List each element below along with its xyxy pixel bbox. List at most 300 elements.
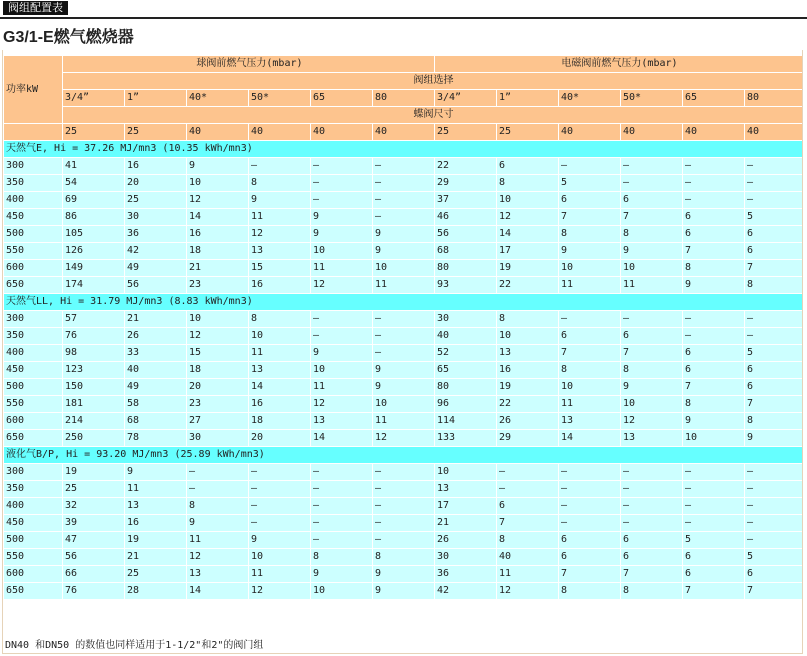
pressure-cell: — bbox=[249, 481, 310, 497]
pressure-cell: — bbox=[311, 158, 372, 174]
pressure-cell: — bbox=[745, 311, 802, 327]
pressure-cell: 126 bbox=[63, 243, 124, 259]
pressure-cell: 49 bbox=[125, 379, 186, 395]
valve-size-cell: 80 bbox=[373, 90, 434, 106]
pressure-cell: 6 bbox=[621, 549, 682, 565]
pressure-cell: — bbox=[559, 311, 620, 327]
pressure-cell: — bbox=[311, 532, 372, 548]
valve-size-row bbox=[4, 90, 802, 106]
pressure-cell: 9 bbox=[745, 430, 802, 446]
pressure-cell: 10 bbox=[621, 396, 682, 412]
pressure-cell: 6 bbox=[621, 532, 682, 548]
pressure-cell: — bbox=[745, 532, 802, 548]
power-cell: 400 bbox=[4, 192, 62, 208]
pressure-cell: 40 bbox=[497, 549, 558, 565]
pressure-cell: 8 bbox=[683, 396, 744, 412]
table-row bbox=[4, 345, 802, 361]
pressure-cell: — bbox=[373, 158, 434, 174]
pressure-cell: 40 bbox=[435, 328, 496, 344]
pressure-cell: 29 bbox=[435, 175, 496, 191]
butterfly-size-row bbox=[4, 124, 802, 140]
pressure-cell: 9 bbox=[373, 226, 434, 242]
pressure-cell: 32 bbox=[63, 498, 124, 514]
pressure-cell: 11 bbox=[125, 481, 186, 497]
power-cell: 450 bbox=[4, 362, 62, 378]
pressure-cell: 68 bbox=[125, 413, 186, 429]
power-cell: 300 bbox=[4, 158, 62, 174]
pressure-cell: 47 bbox=[63, 532, 124, 548]
table-row bbox=[4, 175, 802, 191]
valve-size-cell: 50* bbox=[621, 90, 682, 106]
pressure-cell: 66 bbox=[63, 566, 124, 582]
power-cell: 600 bbox=[4, 413, 62, 429]
pressure-cell: 17 bbox=[497, 243, 558, 259]
pressure-cell: — bbox=[745, 464, 802, 480]
pressure-cell: 6 bbox=[559, 532, 620, 548]
pressure-cell: — bbox=[621, 311, 682, 327]
pressure-cell: — bbox=[745, 192, 802, 208]
pressure-cell: — bbox=[683, 515, 744, 531]
pressure-cell: 22 bbox=[435, 158, 496, 174]
power-cell: 450 bbox=[4, 515, 62, 531]
pressure-cell: — bbox=[373, 532, 434, 548]
pressure-cell: 7 bbox=[621, 345, 682, 361]
pressure-cell: 29 bbox=[497, 430, 558, 446]
ball-valve-pressure-header: 球阀前燃气压力(mbar) bbox=[63, 56, 434, 72]
pressure-cell: 5 bbox=[745, 345, 802, 361]
pressure-cell: 39 bbox=[63, 515, 124, 531]
pressure-cell: — bbox=[621, 464, 682, 480]
pressure-cell: 114 bbox=[435, 413, 496, 429]
pressure-cell: 8 bbox=[373, 549, 434, 565]
pressure-cell: 10 bbox=[497, 328, 558, 344]
power-cell: 400 bbox=[4, 345, 62, 361]
pressure-cell: — bbox=[621, 175, 682, 191]
pressure-cell: 7 bbox=[745, 396, 802, 412]
gas-type-label: 天然气E, Hi = 37.26 MJ/mn3 (10.35 kWh/mn3) bbox=[4, 141, 802, 157]
pressure-cell: 149 bbox=[63, 260, 124, 276]
pressure-cell: 11 bbox=[559, 396, 620, 412]
pressure-cell: 30 bbox=[125, 209, 186, 225]
pressure-cell: 5 bbox=[745, 209, 802, 225]
pressure-cell: 14 bbox=[249, 379, 310, 395]
pressure-cell: 93 bbox=[435, 277, 496, 293]
pressure-cell: 9 bbox=[311, 209, 372, 225]
pressure-cell: 20 bbox=[125, 175, 186, 191]
pressure-cell: 8 bbox=[683, 260, 744, 276]
pressure-cell: 12 bbox=[187, 192, 248, 208]
valve-size-cell: 80 bbox=[745, 90, 802, 106]
pressure-cell: 12 bbox=[497, 209, 558, 225]
pressure-cell: 16 bbox=[125, 515, 186, 531]
power-cell: 400 bbox=[4, 498, 62, 514]
pressure-cell: 30 bbox=[435, 549, 496, 565]
pressure-cell: — bbox=[683, 175, 744, 191]
pressure-cell: — bbox=[373, 345, 434, 361]
pressure-cell: 9 bbox=[373, 243, 434, 259]
pressure-cell: 6 bbox=[497, 158, 558, 174]
power-cell: 350 bbox=[4, 481, 62, 497]
pressure-cell: — bbox=[559, 464, 620, 480]
pressure-cell: 12 bbox=[187, 549, 248, 565]
valve-config-table bbox=[3, 55, 803, 600]
pressure-cell: 21 bbox=[435, 515, 496, 531]
pressure-cell: 10 bbox=[621, 260, 682, 276]
power-cell: 500 bbox=[4, 379, 62, 395]
pressure-cell: 9 bbox=[187, 158, 248, 174]
pressure-cell: 8 bbox=[497, 311, 558, 327]
pressure-cell: 7 bbox=[497, 515, 558, 531]
pressure-cell: 11 bbox=[311, 379, 372, 395]
butterfly-size-cell: 25 bbox=[435, 124, 496, 140]
pressure-cell: — bbox=[311, 498, 372, 514]
pressure-cell: 12 bbox=[373, 430, 434, 446]
pressure-cell: 8 bbox=[311, 549, 372, 565]
pressure-cell: 6 bbox=[745, 362, 802, 378]
pressure-cell: 9 bbox=[621, 379, 682, 395]
valve-size-cell: 1” bbox=[497, 90, 558, 106]
pressure-cell: 13 bbox=[125, 498, 186, 514]
pressure-cell: 22 bbox=[497, 396, 558, 412]
pressure-cell: 37 bbox=[435, 192, 496, 208]
pressure-cell: — bbox=[311, 481, 372, 497]
pressure-cell: 8 bbox=[249, 311, 310, 327]
table-row bbox=[4, 192, 802, 208]
pressure-cell: 6 bbox=[745, 243, 802, 259]
pressure-cell: 76 bbox=[63, 328, 124, 344]
pressure-cell: 6 bbox=[559, 549, 620, 565]
butterfly-size-cell: 40 bbox=[559, 124, 620, 140]
gas-type-row bbox=[4, 141, 802, 157]
pressure-cell: 7 bbox=[559, 209, 620, 225]
pressure-cell: — bbox=[311, 175, 372, 191]
pressure-cell: 42 bbox=[435, 583, 496, 599]
power-cell: 350 bbox=[4, 175, 62, 191]
pressure-cell: 9 bbox=[559, 243, 620, 259]
table-row bbox=[4, 226, 802, 242]
valve-size-cell: 65 bbox=[311, 90, 372, 106]
pressure-cell: 8 bbox=[621, 362, 682, 378]
pressure-cell: 25 bbox=[63, 481, 124, 497]
pressure-cell: — bbox=[559, 481, 620, 497]
pressure-cell: 6 bbox=[683, 226, 744, 242]
pressure-cell: 8 bbox=[745, 277, 802, 293]
pressure-cell: 12 bbox=[311, 277, 372, 293]
power-cell: 650 bbox=[4, 583, 62, 599]
valve-size-cell: 40* bbox=[559, 90, 620, 106]
pressure-cell: — bbox=[497, 481, 558, 497]
pressure-cell: 6 bbox=[683, 549, 744, 565]
pressure-cell: 56 bbox=[125, 277, 186, 293]
pressure-cell: 25 bbox=[125, 566, 186, 582]
pressure-cell: 10 bbox=[311, 362, 372, 378]
table-row bbox=[4, 260, 802, 276]
table-row bbox=[4, 209, 802, 225]
pressure-cell: 25 bbox=[125, 192, 186, 208]
pressure-cell: — bbox=[683, 311, 744, 327]
pressure-cell: — bbox=[683, 464, 744, 480]
pressure-cell: 23 bbox=[187, 396, 248, 412]
table-row bbox=[4, 566, 802, 582]
pressure-cell: 10 bbox=[249, 328, 310, 344]
pressure-cell: 12 bbox=[187, 328, 248, 344]
table-row bbox=[4, 430, 802, 446]
pressure-cell: 18 bbox=[187, 362, 248, 378]
table-row bbox=[4, 311, 802, 327]
pressure-cell: — bbox=[311, 328, 372, 344]
pressure-cell: 7 bbox=[621, 209, 682, 225]
pressure-cell: — bbox=[373, 328, 434, 344]
pressure-cell: 13 bbox=[621, 430, 682, 446]
pressure-cell: 16 bbox=[249, 396, 310, 412]
solenoid-valve-pressure-header: 电磁阀前燃气压力(mbar) bbox=[435, 56, 802, 72]
pressure-cell: 42 bbox=[125, 243, 186, 259]
pressure-cell: 7 bbox=[683, 583, 744, 599]
pressure-cell: 10 bbox=[311, 583, 372, 599]
pressure-cell: 10 bbox=[497, 192, 558, 208]
pressure-cell: 8 bbox=[621, 583, 682, 599]
pressure-cell: 26 bbox=[497, 413, 558, 429]
pressure-cell: 36 bbox=[125, 226, 186, 242]
pressure-cell: 9 bbox=[373, 583, 434, 599]
pressure-cell: 13 bbox=[249, 362, 310, 378]
pressure-cell: 12 bbox=[249, 226, 310, 242]
pressure-cell: 8 bbox=[621, 226, 682, 242]
power-cell: 550 bbox=[4, 243, 62, 259]
pressure-cell: 11 bbox=[249, 566, 310, 582]
pressure-cell: — bbox=[745, 515, 802, 531]
pressure-cell: — bbox=[249, 158, 310, 174]
valve-size-cell: 3/4” bbox=[63, 90, 124, 106]
pressure-cell: 36 bbox=[435, 566, 496, 582]
pressure-cell: 68 bbox=[435, 243, 496, 259]
pressure-cell: 19 bbox=[125, 532, 186, 548]
power-cell: 350 bbox=[4, 328, 62, 344]
pressure-cell: 7 bbox=[683, 379, 744, 395]
pressure-cell: 6 bbox=[559, 192, 620, 208]
valve-size-cell: 3/4” bbox=[435, 90, 496, 106]
pressure-cell: 8 bbox=[497, 532, 558, 548]
pressure-cell: 8 bbox=[249, 175, 310, 191]
pressure-cell: 7 bbox=[683, 243, 744, 259]
pressure-cell: — bbox=[745, 158, 802, 174]
pressure-cell: 54 bbox=[63, 175, 124, 191]
pressure-cell: — bbox=[187, 481, 248, 497]
pressure-cell: 6 bbox=[745, 379, 802, 395]
pressure-cell: 10 bbox=[373, 396, 434, 412]
butterfly-size-cell: 40 bbox=[249, 124, 310, 140]
section-tag: 阀组配置表 bbox=[3, 1, 68, 15]
valve-size-cell: 40* bbox=[187, 90, 248, 106]
pressure-cell: 69 bbox=[63, 192, 124, 208]
pressure-cell: 11 bbox=[249, 209, 310, 225]
pressure-cell: 12 bbox=[311, 396, 372, 412]
power-column-header: 功率kW bbox=[4, 56, 62, 123]
pressure-cell: 9 bbox=[125, 464, 186, 480]
pressure-cell: 9 bbox=[249, 192, 310, 208]
butterfly-size-cell: 40 bbox=[187, 124, 248, 140]
pressure-cell: — bbox=[559, 515, 620, 531]
pressure-cell: 7 bbox=[745, 583, 802, 599]
pressure-cell: 6 bbox=[683, 209, 744, 225]
pressure-cell: 27 bbox=[187, 413, 248, 429]
pressure-cell: 8 bbox=[745, 413, 802, 429]
pressure-cell: 26 bbox=[125, 328, 186, 344]
power-cell: 500 bbox=[4, 532, 62, 548]
top-bar bbox=[0, 0, 807, 19]
gas-type-row bbox=[4, 447, 802, 463]
pressure-cell: 11 bbox=[621, 277, 682, 293]
pressure-cell: 6 bbox=[497, 498, 558, 514]
table-row bbox=[4, 481, 802, 497]
pressure-cell: 11 bbox=[373, 277, 434, 293]
pressure-cell: 9 bbox=[373, 379, 434, 395]
pressure-cell: — bbox=[311, 464, 372, 480]
pressure-cell: — bbox=[311, 192, 372, 208]
pressure-cell: 6 bbox=[683, 362, 744, 378]
pressure-cell: 8 bbox=[497, 175, 558, 191]
power-cell: 650 bbox=[4, 430, 62, 446]
pressure-cell: 10 bbox=[683, 430, 744, 446]
pressure-cell: 33 bbox=[125, 345, 186, 361]
pressure-cell: — bbox=[187, 464, 248, 480]
pressure-cell: — bbox=[745, 328, 802, 344]
table-row bbox=[4, 515, 802, 531]
pressure-cell: — bbox=[311, 515, 372, 531]
pressure-cell: 11 bbox=[249, 345, 310, 361]
pressure-cell: 14 bbox=[311, 430, 372, 446]
pressure-cell: — bbox=[373, 175, 434, 191]
pressure-cell: — bbox=[373, 311, 434, 327]
gas-type-label: 液化气B/P, Hi = 93.20 MJ/mn3 (25.89 kWh/mn3) bbox=[4, 447, 802, 463]
pressure-cell: — bbox=[373, 192, 434, 208]
pressure-cell: 13 bbox=[311, 413, 372, 429]
pressure-cell: — bbox=[621, 515, 682, 531]
table-row bbox=[4, 583, 802, 599]
pressure-cell: 49 bbox=[125, 260, 186, 276]
power-cell: 300 bbox=[4, 464, 62, 480]
pressure-cell: 5 bbox=[745, 549, 802, 565]
power-cell: 500 bbox=[4, 226, 62, 242]
pressure-cell: 10 bbox=[187, 311, 248, 327]
pressure-cell: 7 bbox=[745, 260, 802, 276]
pressure-cell: 40 bbox=[125, 362, 186, 378]
pressure-cell: 123 bbox=[63, 362, 124, 378]
pressure-cell: — bbox=[559, 498, 620, 514]
pressure-cell: — bbox=[683, 328, 744, 344]
pressure-cell: 105 bbox=[63, 226, 124, 242]
footnote: DN40 和DN50 的数值也同样适用于1-1/2"和2"的阀门组 bbox=[5, 640, 264, 651]
pressure-cell: 14 bbox=[187, 583, 248, 599]
pressure-cell: 9 bbox=[311, 226, 372, 242]
pressure-cell: — bbox=[373, 464, 434, 480]
butterfly-size-cell: 40 bbox=[745, 124, 802, 140]
pressure-cell: 10 bbox=[187, 175, 248, 191]
pressure-cell: 10 bbox=[249, 549, 310, 565]
pressure-cell: 28 bbox=[125, 583, 186, 599]
pressure-cell: — bbox=[373, 498, 434, 514]
power-cell: 300 bbox=[4, 311, 62, 327]
pressure-cell: 14 bbox=[497, 226, 558, 242]
pressure-cell: 10 bbox=[311, 243, 372, 259]
pressure-cell: 13 bbox=[435, 481, 496, 497]
pressure-cell: — bbox=[621, 498, 682, 514]
pressure-cell: 9 bbox=[249, 532, 310, 548]
butterfly-size-cell: 25 bbox=[125, 124, 186, 140]
pressure-cell: — bbox=[373, 481, 434, 497]
pressure-cell: 16 bbox=[187, 226, 248, 242]
pressure-cell: 13 bbox=[497, 345, 558, 361]
pressure-cell: 6 bbox=[683, 566, 744, 582]
pressure-cell: 7 bbox=[559, 566, 620, 582]
pressure-cell: 21 bbox=[125, 311, 186, 327]
pressure-cell: 16 bbox=[249, 277, 310, 293]
pressure-cell: 15 bbox=[249, 260, 310, 276]
table-row bbox=[4, 498, 802, 514]
table-row bbox=[4, 413, 802, 429]
pressure-cell: 17 bbox=[435, 498, 496, 514]
pressure-cell: 57 bbox=[63, 311, 124, 327]
pressure-cell: 9 bbox=[683, 413, 744, 429]
pressure-cell: 250 bbox=[63, 430, 124, 446]
valve-size-cell: 50* bbox=[249, 90, 310, 106]
pressure-cell: 11 bbox=[311, 260, 372, 276]
pressure-cell: 14 bbox=[187, 209, 248, 225]
pressure-cell: — bbox=[497, 464, 558, 480]
pressure-cell: 14 bbox=[559, 430, 620, 446]
pressure-cell: 23 bbox=[187, 277, 248, 293]
pressure-cell: 10 bbox=[559, 379, 620, 395]
pressure-cell: 6 bbox=[559, 328, 620, 344]
pressure-cell: 8 bbox=[559, 583, 620, 599]
pressure-cell: 12 bbox=[621, 413, 682, 429]
butterfly-size-cell: 40 bbox=[311, 124, 372, 140]
pressure-cell: — bbox=[683, 481, 744, 497]
pressure-cell: — bbox=[373, 515, 434, 531]
pressure-cell: — bbox=[683, 158, 744, 174]
pressure-cell: 16 bbox=[125, 158, 186, 174]
pressure-cell: 6 bbox=[621, 328, 682, 344]
pressure-cell: 181 bbox=[63, 396, 124, 412]
pressure-cell: 12 bbox=[249, 583, 310, 599]
pressure-cell: 9 bbox=[373, 362, 434, 378]
pressure-cell: 16 bbox=[497, 362, 558, 378]
table-row bbox=[4, 158, 802, 174]
pressure-cell: 22 bbox=[497, 277, 558, 293]
pressure-cell: 7 bbox=[559, 345, 620, 361]
pressure-cell: 19 bbox=[497, 260, 558, 276]
pressure-cell: 5 bbox=[559, 175, 620, 191]
pressure-cell: 86 bbox=[63, 209, 124, 225]
pressure-cell: 6 bbox=[745, 566, 802, 582]
table-row bbox=[4, 362, 802, 378]
table-row bbox=[4, 532, 802, 548]
pressure-cell: 19 bbox=[63, 464, 124, 480]
pressure-cell: 10 bbox=[373, 260, 434, 276]
pressure-cell: 9 bbox=[311, 566, 372, 582]
pressure-cell: 9 bbox=[373, 566, 434, 582]
pressure-cell: 10 bbox=[435, 464, 496, 480]
pressure-cell: 80 bbox=[435, 260, 496, 276]
pressure-cell: 150 bbox=[63, 379, 124, 395]
table-row bbox=[4, 243, 802, 259]
pressure-cell: 13 bbox=[249, 243, 310, 259]
pressure-cell: 30 bbox=[187, 430, 248, 446]
valve-group-header: 阀组选择 bbox=[63, 73, 802, 89]
butterfly-size-cell: 25 bbox=[63, 124, 124, 140]
pressure-cell: 98 bbox=[63, 345, 124, 361]
pressure-cell: 15 bbox=[187, 345, 248, 361]
